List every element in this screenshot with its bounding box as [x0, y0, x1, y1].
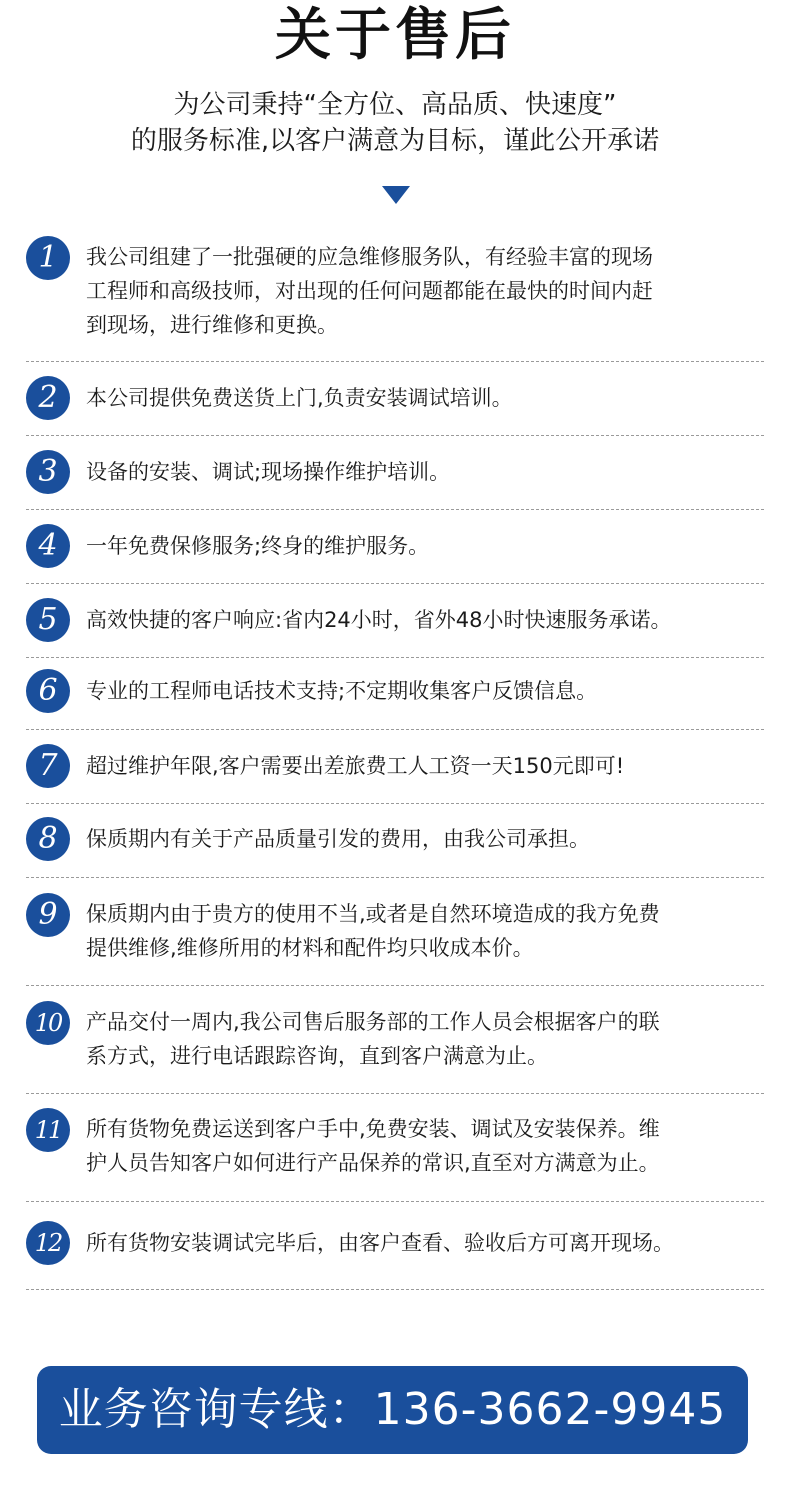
service-item-text: 护人员告知客户如何进行产品保养的常识,直至对方满意为止。 [86, 1151, 660, 1175]
number-badge-2: 2 [26, 376, 70, 420]
number-badge-7: 7 [26, 744, 70, 788]
divider [26, 435, 764, 436]
divider [26, 1289, 764, 1290]
down-arrow-icon [382, 186, 410, 204]
divider [26, 1093, 764, 1094]
service-item-text: 专业的工程师电话技术支持;不定期收集客户反馈信息。 [86, 679, 598, 703]
divider [26, 657, 764, 658]
service-item-text: 设备的安装、调试;现场操作维护培训。 [86, 460, 451, 484]
number-badge-5: 5 [26, 598, 70, 642]
number-badge-6: 6 [26, 669, 70, 713]
service-item-7 [86, 749, 766, 783]
service-item-3 [86, 455, 766, 489]
number-badge-9: 9 [26, 893, 70, 937]
service-item-text: 保质期内由于贵方的使用不当,或者是自然环境造成的我方免费 [86, 902, 660, 926]
service-item-11 [86, 1112, 766, 1180]
number-badge-1: 1 [26, 236, 70, 280]
hotline-banner [37, 1366, 748, 1454]
intro-line-2: 的服务标准,以客户满意为目标，谨此公开承诺 [130, 126, 660, 156]
divider [26, 583, 764, 584]
service-item-text: 产品交付一周内,我公司售后服务部的工作人员会根据客户的联 [86, 1010, 660, 1034]
service-item-text: 所有货物免费运送到客户手中,免费安装、调试及安装保养。维 [86, 1117, 660, 1141]
hotline-label: 业务咨询专线：136-3662-9945 [58, 1384, 727, 1435]
number-badge-11: 11 [26, 1108, 70, 1152]
divider [26, 509, 764, 510]
divider [26, 803, 764, 804]
divider [26, 877, 764, 878]
service-item-text: 超过维护年限,客户需要出差旅费工人工资一天150元即可! [86, 754, 625, 778]
divider [26, 729, 764, 730]
service-item-8 [86, 822, 766, 856]
service-item-text: 一年免费保修服务;终身的维护服务。 [86, 534, 430, 558]
service-item-5 [86, 603, 766, 637]
number-badge-4: 4 [26, 524, 70, 568]
number-badge-3: 3 [26, 450, 70, 494]
service-item-text: 保质期内有关于产品质量引发的费用，由我公司承担。 [86, 827, 590, 851]
divider [26, 361, 764, 362]
service-item-9 [86, 897, 766, 965]
service-item-1 [86, 240, 766, 342]
page-title: 关于售后 [275, 3, 515, 68]
service-item-text: 我公司组建了一批强硬的应急维修服务队，有经验丰富的现场 [86, 245, 653, 269]
service-item-text: 系方式，进行电话跟踪咨询，直到客户满意为止。 [86, 1044, 548, 1068]
service-item-text: 工程师和高级技师，对出现的任何问题都能在最快的时间内赶 [86, 279, 653, 303]
number-badge-8: 8 [26, 817, 70, 861]
service-item-text: 高效快捷的客户响应:省内24小时，省外48小时快速服务承诺。 [86, 608, 672, 632]
divider [26, 985, 764, 986]
service-item-text: 所有货物安装调试完毕后，由客户查看、验收后方可离开现场。 [86, 1231, 674, 1255]
service-item-4 [86, 529, 766, 563]
service-item-12 [86, 1226, 766, 1260]
divider [26, 1201, 764, 1202]
service-item-text: 到现场，进行维修和更换。 [86, 313, 338, 337]
service-item-2 [86, 381, 766, 415]
service-item-6 [86, 674, 766, 708]
service-item-10 [86, 1005, 766, 1073]
service-item-text: 本公司提供免费送货上门,负责安装调试培训。 [86, 386, 513, 410]
number-badge-12: 12 [26, 1221, 70, 1265]
number-badge-10: 10 [26, 1001, 70, 1045]
intro-line-1: 为公司秉持“全方位、高品质、快速度” [173, 90, 617, 120]
service-item-text: 提供维修,维修所用的材料和配件均只收成本价。 [86, 936, 534, 960]
